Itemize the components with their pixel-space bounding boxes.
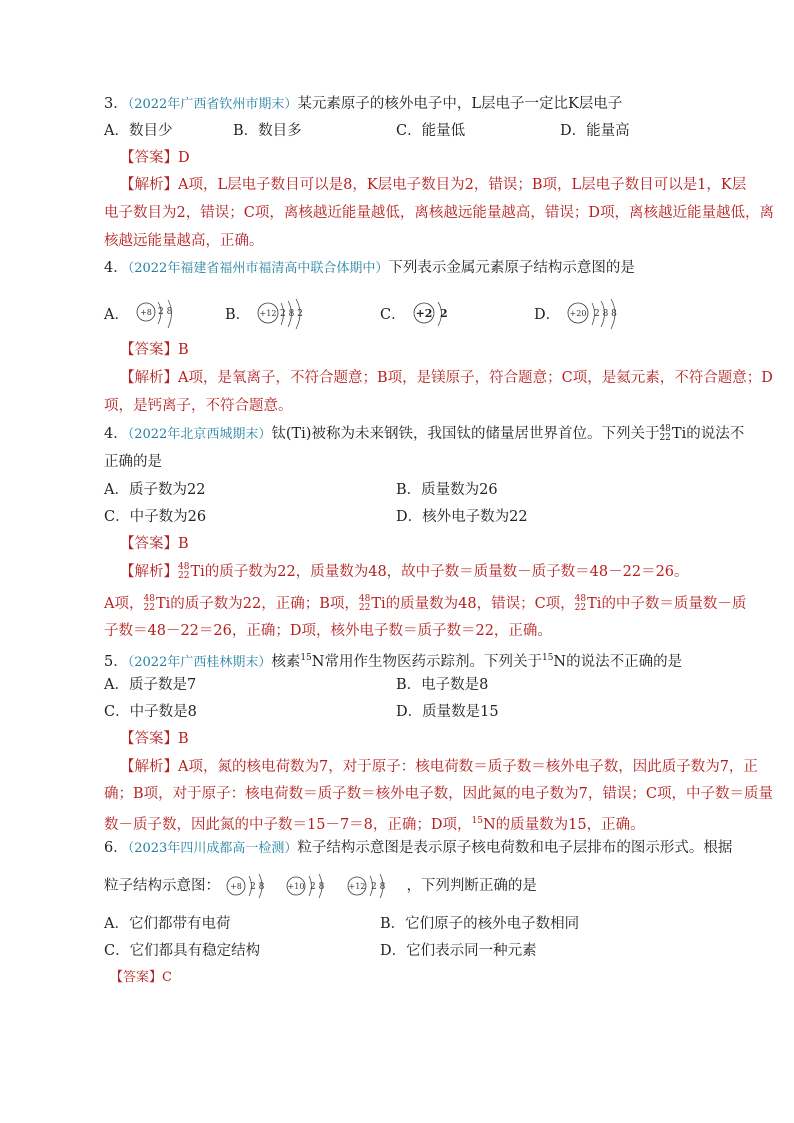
svg-text:+8: +8 xyxy=(229,882,242,891)
q4b-analysis-line2: A项， 48 22 Ti的质子数为22，正确；B项， 48 22 Ti的质量数为48，错误；C项， 48 22 Ti的中子数＝质量数－质 xyxy=(104,594,747,613)
svg-text:+12: +12 xyxy=(259,309,277,318)
svg-text:2 8: 2 8 xyxy=(157,307,172,317)
q6-answer: 【答案】C xyxy=(110,970,172,985)
q4a-answer: 【答案】B xyxy=(120,342,189,358)
svg-text:2 8: 2 8 xyxy=(249,882,264,892)
svg-text:2 8 8: 2 8 8 xyxy=(593,309,617,319)
question-number: 4． xyxy=(104,426,128,442)
question-source: （2022年广西桂林期末） xyxy=(127,654,272,670)
q5-analysis-line3: 数－质子数，因此氮的中子数＝15－7＝8，正确；D项，$^{15}$N的质量数为15，正确。 xyxy=(104,816,645,833)
svg-text:+10: +10 xyxy=(287,882,305,891)
question-source: （2022年北京西城期末） xyxy=(127,427,272,442)
svg-text:2 8 2: 2 8 2 xyxy=(279,309,303,319)
q5-option-c: C．中子数是8 xyxy=(104,704,197,720)
question-number: 5． xyxy=(104,653,128,670)
question-text: 某元素原子的核外电子中，L层电子一定比K层电子 xyxy=(297,96,623,112)
q4b-stem: 4．（2022年北京西城期末）钛(Ti)被称为未来钢铁，我国钛的储量居世界首位。下列关于 48 22 Ti的说法不 xyxy=(104,424,745,443)
q5-option-b: B．电子数是8 xyxy=(396,677,489,693)
svg-text:2: 2 xyxy=(440,307,448,320)
atom-structure-diagram xyxy=(225,872,281,900)
atom-structure-diagram xyxy=(255,298,335,332)
q3-option-b: B．数目多 xyxy=(233,123,302,139)
q3-option-d: D．能量高 xyxy=(560,123,630,139)
atom-structure-diagram xyxy=(134,298,204,332)
q4a-option-a: A． +8 2 8 xyxy=(104,298,204,332)
q4a-analysis-line2: 项，是钙离子，不符合题意。 xyxy=(104,398,293,414)
q6-option-a: A．它们都带有电荷 xyxy=(104,916,231,932)
question-number: 6． xyxy=(104,840,128,856)
q5-option-a: A．质子数是7 xyxy=(104,677,197,693)
q4b-option-a: A．质子数为22 xyxy=(104,482,206,498)
q4b-option-c: C．中子数为26 xyxy=(104,509,207,525)
q4b-option-d: D．核外电子数为22 xyxy=(396,509,528,525)
svg-text:+12: +12 xyxy=(348,882,366,891)
q4a-option-d: D． +20 2 8 8 xyxy=(534,298,645,332)
q4b-analysis-line3: 子数＝48－22＝26，正确；D项，核外电子数＝质子数＝22，正确。 xyxy=(104,623,552,639)
q4a-analysis-line1: 【解析】A项，是氧离子，不符合题意；B项，是镁原子，符合题意；C项，是氦元素，不符合题意；D xyxy=(120,370,773,386)
q6-option-b: B．它们原子的核外电子数相同 xyxy=(380,916,580,932)
q4b-option-b: B．质量数为26 xyxy=(396,482,498,498)
q6-stem-line2: 粒子结构示意图： +8 2 8 +10 2 8 +12 2 8 ，下列判断正确的是 xyxy=(104,872,537,900)
q3-option-a: A．数目少 xyxy=(104,123,173,139)
q3-analysis-line3: 核越远能量越高，正确。 xyxy=(104,233,264,249)
svg-text:+20: +20 xyxy=(569,309,587,318)
q6-option-d: D．它们表示同一种元素 xyxy=(380,943,537,959)
q5-option-d: D．质量数是15 xyxy=(396,704,499,720)
q4a-stem xyxy=(104,258,635,279)
svg-text:2 8: 2 8 xyxy=(310,882,325,892)
atom-structure-diagram xyxy=(410,298,460,332)
q4b-answer: 【答案】B xyxy=(120,536,189,552)
q3-option-c: C．能量低 xyxy=(396,123,466,139)
q5-stem: 5．（2022年广西桂林期末）核素$^{15}$N常用作生物医药示踪剂。下列关于$^{15}$N的说法不正确的是 xyxy=(104,653,683,670)
atom-structure-diagram xyxy=(285,872,341,900)
svg-text:+2: +2 xyxy=(415,307,433,320)
q4a-option-c: C． +2 2 xyxy=(380,298,460,332)
question-source: （2022年福建省福州市福清高中联合体期中） xyxy=(127,261,389,276)
question-text: 钛(Ti)被称为未来钢铁，我国钛的储量居世界首位。下列关于 xyxy=(271,426,660,442)
q4b-analysis-line1: 【解析】 48 22 Ti的质子数为22，质量数为48，故中子数＝质量数－质子数＝48－22＝26。 xyxy=(120,562,689,581)
q4b-stem-line2: 正确的是 xyxy=(104,454,162,470)
q5-analysis-line1: 【解析】A项，氮的核电荷数为7，对于原子：核电荷数＝质子数＝核外电子数，因此质子数为7，正 xyxy=(120,759,758,775)
q3-analysis-line2: 电子数目为2，错误；C项，离核越近能量越低，离核越远能量越高，错误；D项，离核越近能量越低，离 xyxy=(104,205,774,221)
q6-option-c: C．它们都具有稳定结构 xyxy=(104,943,261,959)
atom-structure-diagram xyxy=(346,872,402,900)
question-text: 粒子结构示意图是表示原子核电荷数和电子层排布的图示形式。根据 xyxy=(297,840,733,856)
svg-text:2 8: 2 8 xyxy=(370,882,386,892)
q5-answer: 【答案】B xyxy=(120,731,189,747)
q4a-option-b: B． +12 2 8 2 xyxy=(225,298,335,332)
nuclide-notation: 48 22 xyxy=(659,424,671,443)
question-number: 4． xyxy=(104,260,128,276)
q3-analysis-line1: 【解析】A项，L层电子数目可以是8，K层电子数目为2，错误；B项，L层电子数目可以是1，K层 xyxy=(120,177,747,193)
q3-stem xyxy=(104,94,622,115)
q3-answer: 【答案】D xyxy=(120,150,190,166)
q5-analysis-line2: 确；B项，对于原子：核电荷数＝质子数＝核外电子数，因此氮的电子数为7，错误；C项，中子数＝质量 xyxy=(104,786,773,802)
atom-structure-diagram xyxy=(565,298,645,332)
question-source: （2022年广西省钦州市期末） xyxy=(127,97,298,112)
question-text: 下列表示金属元素原子结构示意图的是 xyxy=(388,260,635,276)
question-source: （2023年四川成都高一检测） xyxy=(127,841,298,856)
q6-stem xyxy=(104,838,732,859)
svg-text:+8: +8 xyxy=(139,308,152,317)
question-number: 3． xyxy=(104,96,128,112)
